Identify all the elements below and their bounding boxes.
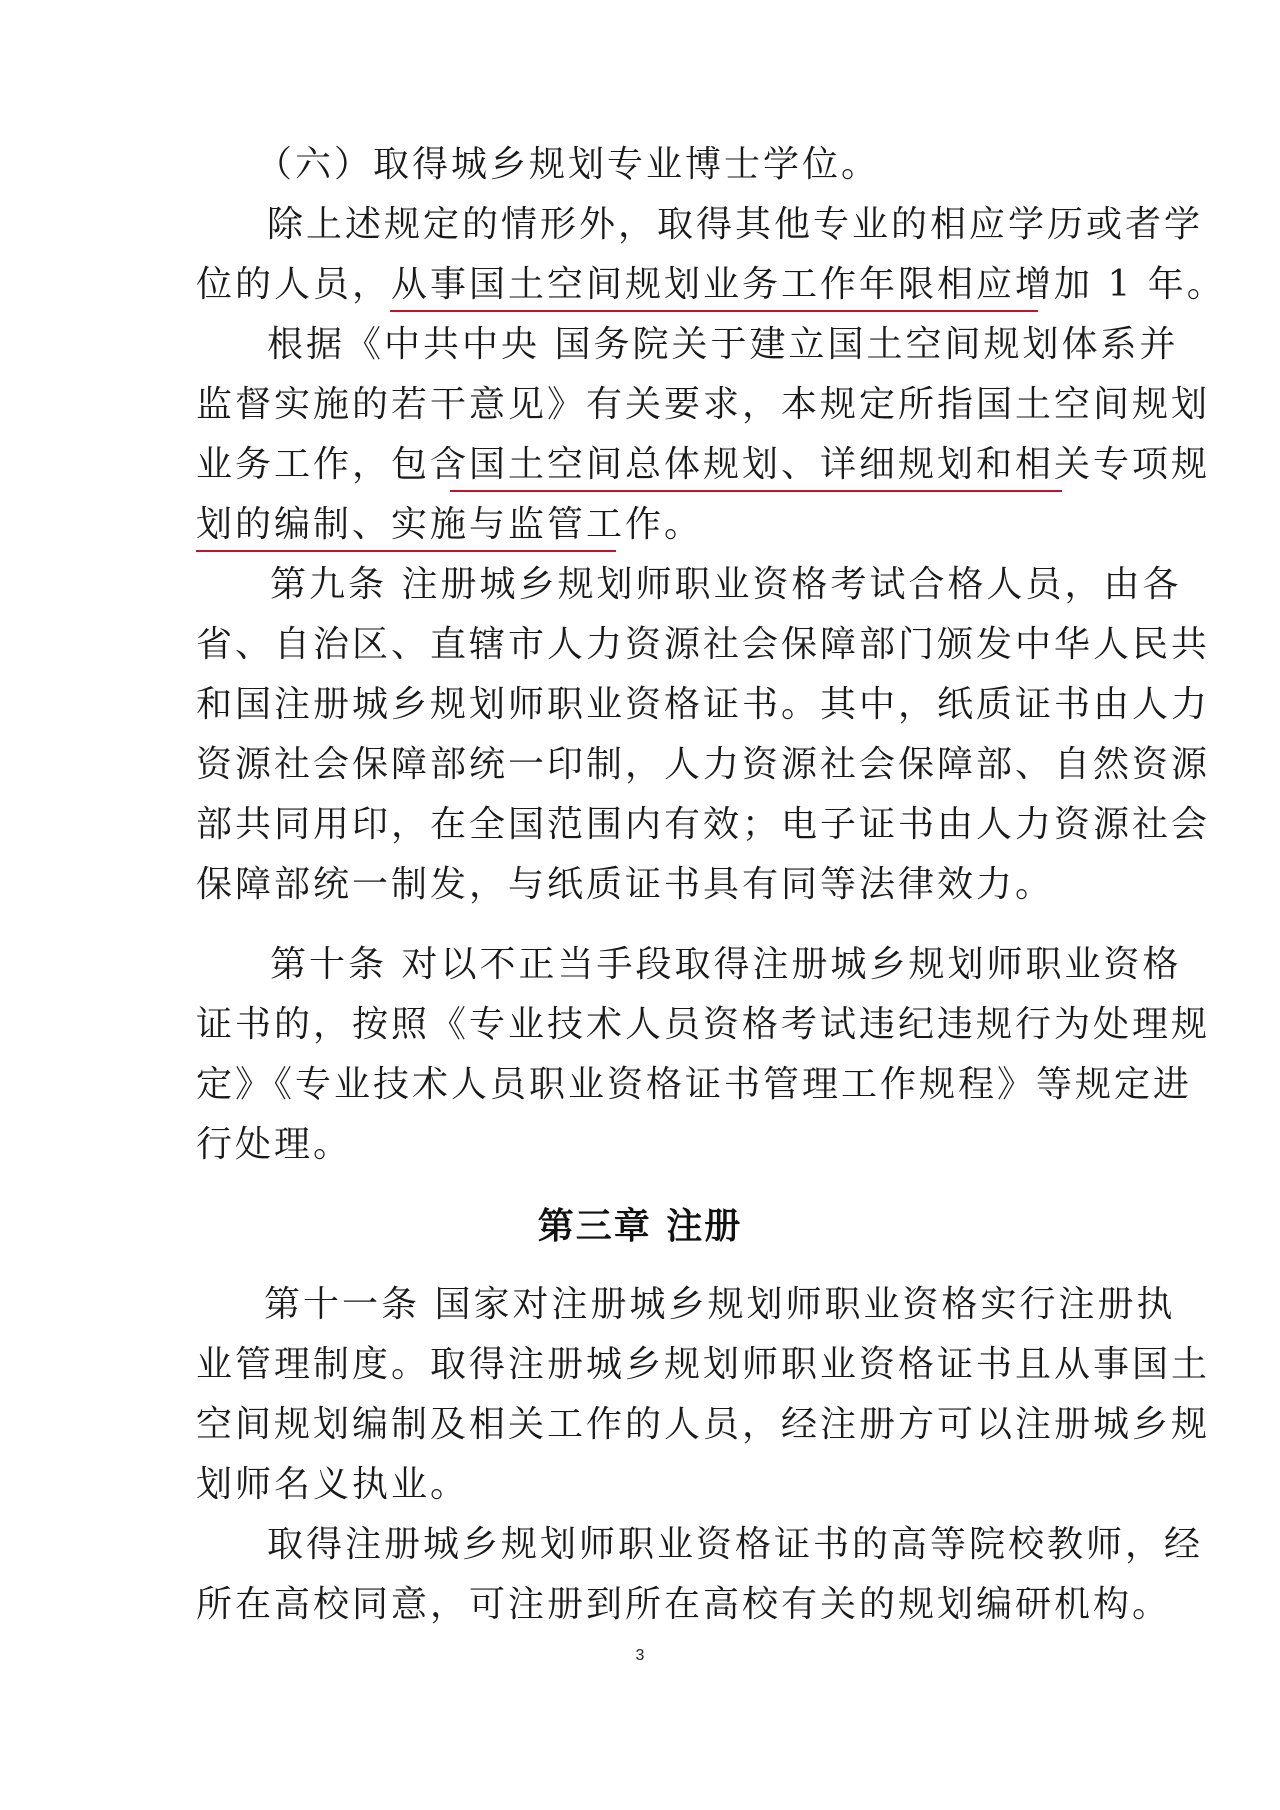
highlight-underline (390, 310, 1038, 312)
chapter-heading: 第三章 注册 (537, 1206, 743, 1247)
paragraph-line: 省、自治区、直辖市人力资源社会保障部门颁发中华人民共 (196, 624, 1211, 665)
paragraph-line: 证书的，按照《专业技术人员资格考试违纪违规行为处理规 (196, 1004, 1211, 1045)
paragraph-line: 第十条 对以不正当手段取得注册城乡规划师职业资格 (270, 944, 1182, 985)
highlight-underline (450, 490, 1062, 492)
paragraph-line: 划师名义执业。 (196, 1464, 470, 1505)
paragraph-line: 空间规划编制及相关工作的人员，经注册方可以注册城乡规 (196, 1404, 1211, 1445)
paragraph-line: 资源社会保障部统一印制，人力资源社会保障部、自然资源 (196, 744, 1211, 785)
paragraph-line: 保障部统一制发，与纸质证书具有同等法律效力。 (196, 864, 1055, 905)
paragraph-line: 业务工作，包含国土空间总体规划、详细规划和相关专项规 (196, 444, 1211, 485)
paragraph-line: 部共同用印，在全国范围内有效；电子证书由人力资源社会 (196, 804, 1211, 845)
paragraph-line: 监督实施的若干意见》有关要求，本规定所指国土空间规划 (196, 384, 1211, 425)
paragraph-line: 业管理制度。取得注册城乡规划师职业资格证书且从事国土 (196, 1344, 1211, 1385)
paragraph-line: 位的人员，从事国土空间规划业务工作年限相应增加 1 年。 (196, 264, 1226, 305)
paragraph-line: 定》《专业技术人员职业资格证书管理工作规程》等规定进 (196, 1064, 1193, 1105)
paragraph-line: 取得注册城乡规划师职业资格证书的高等院校教师，经 (267, 1524, 1204, 1565)
paragraph-line: 第十一条 国家对注册城乡规划师职业资格实行注册执 (264, 1284, 1176, 1325)
paragraph-line: （六）取得城乡规划专业博士学位。 (256, 144, 881, 185)
paragraph-line: 第九条 注册城乡规划师职业资格考试合格人员，由各 (270, 564, 1182, 605)
paragraph-line: 划的编制、实施与监管工作。 (196, 504, 704, 545)
paragraph-line: 根据《中共中央 国务院关于建立国土空间规划体系并 (267, 324, 1179, 365)
highlight-underline (196, 550, 616, 552)
paragraph-line: 和国注册城乡规划师职业资格证书。其中，纸质证书由人力 (196, 684, 1211, 725)
page-number: 3 (635, 1647, 645, 1664)
paragraph-line: 行处理。 (196, 1124, 353, 1165)
paragraph-line: 除上述规定的情形外，取得其他专业的相应学历或者学 (267, 204, 1204, 245)
paragraph-line: 所在高校同意，可注册到所在高校有关的规划编研机构。 (196, 1584, 1172, 1625)
